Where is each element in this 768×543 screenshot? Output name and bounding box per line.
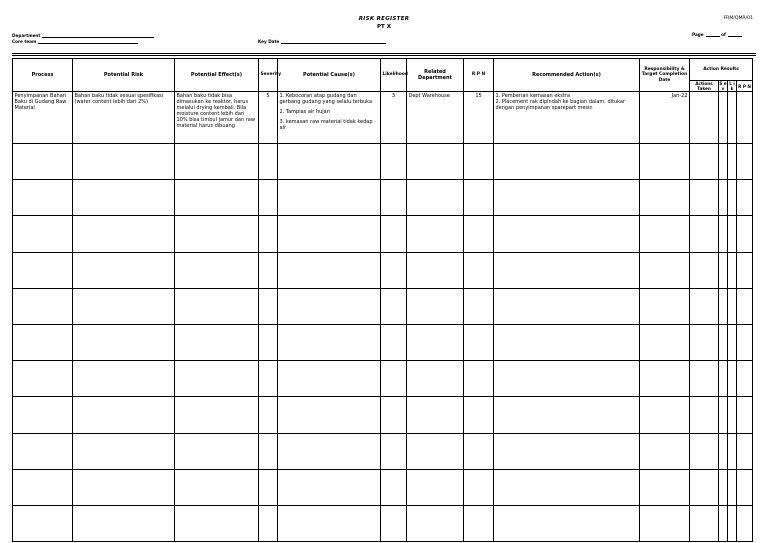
empty-cell[interactable]	[278, 325, 381, 361]
empty-cell[interactable]	[407, 433, 464, 469]
empty-cell[interactable]	[737, 180, 753, 216]
empty-cell[interactable]	[73, 252, 175, 288]
empty-cell[interactable]	[737, 144, 753, 180]
cell-actions-taken[interactable]	[690, 92, 719, 144]
empty-cell[interactable]	[737, 288, 753, 324]
empty-cell[interactable]	[737, 252, 753, 288]
empty-cell[interactable]	[464, 325, 494, 361]
empty-cell[interactable]	[690, 361, 719, 397]
empty-cell[interactable]	[494, 433, 640, 469]
cell-rpn[interactable]: 15	[464, 92, 494, 144]
empty-cell[interactable]	[690, 433, 719, 469]
empty-cell[interactable]	[73, 505, 175, 541]
empty-cell[interactable]	[719, 252, 728, 288]
col-responsibility: Responsibility & Target Completion Date	[640, 59, 690, 92]
empty-cell[interactable]	[737, 216, 753, 252]
empty-cell[interactable]	[728, 144, 737, 180]
cell-potential-risk[interactable]: Bahan baku tidak sesuai spesifikasi (water content lebih dari 2%)	[73, 92, 175, 144]
empty-cell[interactable]	[259, 288, 278, 324]
empty-cell[interactable]	[259, 397, 278, 433]
empty-cell[interactable]	[737, 433, 753, 469]
empty-cell[interactable]	[719, 469, 728, 505]
empty-cell[interactable]	[73, 361, 175, 397]
empty-cell[interactable]	[690, 325, 719, 361]
empty-cell[interactable]	[464, 469, 494, 505]
header-rule-top	[12, 53, 756, 54]
empty-cell[interactable]	[175, 361, 259, 397]
empty-cell[interactable]	[259, 433, 278, 469]
cell-responsibility[interactable]: Jan-22	[640, 92, 690, 144]
empty-cell[interactable]	[719, 361, 728, 397]
empty-cell[interactable]	[73, 433, 175, 469]
page-of-line	[728, 33, 742, 37]
cell-potential-cause[interactable]	[278, 92, 381, 144]
col-potential-cause: Potential Cause(s)	[278, 59, 381, 92]
empty-cell[interactable]	[175, 144, 259, 180]
empty-cell[interactable]	[407, 361, 464, 397]
table-row	[13, 144, 753, 180]
empty-cell[interactable]	[690, 252, 719, 288]
empty-cell[interactable]	[381, 325, 407, 361]
empty-cell[interactable]	[73, 144, 175, 180]
header-row	[13, 59, 753, 81]
empty-cell[interactable]	[407, 505, 464, 541]
empty-cell[interactable]	[640, 361, 690, 397]
table-row	[13, 433, 753, 469]
col-severity: Severity	[259, 59, 278, 92]
empty-cell[interactable]	[464, 288, 494, 324]
core-team-field[interactable]	[12, 39, 138, 44]
cell-likelihood[interactable]: 3	[381, 92, 407, 144]
page-field[interactable]	[692, 32, 742, 37]
col-potential-risk: Potential Risk	[73, 59, 175, 92]
empty-cell[interactable]	[175, 288, 259, 324]
cause-item: 3. kemasan raw material tidak kedap air	[279, 119, 373, 132]
table-row	[13, 252, 753, 288]
page-label: Page	[692, 32, 704, 37]
col-actions-taken: Actions Taken	[690, 81, 719, 92]
empty-cell[interactable]	[278, 288, 381, 324]
empty-cell[interactable]	[464, 361, 494, 397]
empty-cell[interactable]	[407, 144, 464, 180]
empty-cell[interactable]	[278, 144, 381, 180]
empty-cell[interactable]	[13, 325, 73, 361]
empty-cell[interactable]	[464, 433, 494, 469]
empty-cell[interactable]	[278, 216, 381, 252]
empty-cell[interactable]	[13, 216, 73, 252]
empty-cell[interactable]	[381, 180, 407, 216]
empty-cell[interactable]	[494, 325, 640, 361]
empty-cell[interactable]	[175, 180, 259, 216]
empty-cell[interactable]	[728, 216, 737, 252]
empty-cell[interactable]	[690, 216, 719, 252]
header-rule-bottom	[12, 55, 756, 56]
empty-cell[interactable]	[640, 216, 690, 252]
empty-cell[interactable]	[690, 505, 719, 541]
empty-cell[interactable]	[381, 144, 407, 180]
empty-cell[interactable]	[719, 505, 728, 541]
empty-cell[interactable]	[13, 288, 73, 324]
empty-cell[interactable]	[719, 325, 728, 361]
empty-cell[interactable]	[494, 361, 640, 397]
cell-recommended-action[interactable]	[494, 92, 640, 144]
empty-cell[interactable]	[494, 144, 640, 180]
empty-cell[interactable]	[737, 505, 753, 541]
empty-cell[interactable]	[690, 288, 719, 324]
cell-result-rpn[interactable]	[737, 92, 753, 144]
empty-cell[interactable]	[13, 469, 73, 505]
empty-cell[interactable]	[640, 397, 690, 433]
core-team-line	[38, 40, 138, 44]
empty-cell[interactable]	[464, 180, 494, 216]
empty-cell[interactable]	[690, 144, 719, 180]
empty-cell[interactable]	[175, 505, 259, 541]
empty-cell[interactable]	[728, 505, 737, 541]
table-row	[13, 361, 753, 397]
cell-lik[interactable]	[728, 92, 737, 144]
empty-cell[interactable]	[381, 252, 407, 288]
empty-cell[interactable]	[728, 397, 737, 433]
empty-cell[interactable]	[381, 469, 407, 505]
table-row	[13, 288, 753, 324]
empty-cell[interactable]	[719, 216, 728, 252]
col-potential-effect: Potential Effect(s)	[175, 59, 259, 92]
empty-cell[interactable]	[278, 505, 381, 541]
empty-cell[interactable]	[278, 180, 381, 216]
empty-cell[interactable]	[494, 505, 640, 541]
table-row	[13, 180, 753, 216]
empty-cell[interactable]	[175, 397, 259, 433]
empty-cell[interactable]	[381, 505, 407, 541]
empty-cell[interactable]	[640, 144, 690, 180]
empty-cell[interactable]	[73, 180, 175, 216]
empty-cell[interactable]	[407, 397, 464, 433]
empty-cell[interactable]	[278, 469, 381, 505]
empty-cell[interactable]	[494, 397, 640, 433]
col-recommended-action: Recommended Action(s)	[494, 59, 640, 92]
cause-item: 1. Kebocoran atap gudang dan gerbang gudang yang selalu terbuka	[279, 93, 373, 106]
empty-cell[interactable]	[728, 361, 737, 397]
empty-cell[interactable]	[381, 361, 407, 397]
department-field[interactable]	[12, 33, 154, 38]
doc-number: FRM/QMR/01	[723, 16, 753, 21]
empty-cell[interactable]	[259, 144, 278, 180]
col-related-department: Related Department	[407, 59, 464, 92]
empty-cell[interactable]	[640, 180, 690, 216]
page-line	[706, 33, 720, 37]
col-result-rpn: R P N	[737, 81, 753, 92]
cell-related-department[interactable]: Dept Warehouse	[407, 92, 464, 144]
department-label: Department	[12, 33, 41, 38]
empty-cell[interactable]	[407, 216, 464, 252]
empty-cell[interactable]	[259, 505, 278, 541]
empty-cell[interactable]	[719, 180, 728, 216]
department-line	[42, 34, 154, 38]
empty-cell[interactable]	[690, 397, 719, 433]
empty-cell[interactable]	[175, 216, 259, 252]
empty-cell[interactable]	[259, 252, 278, 288]
table-row	[13, 216, 753, 252]
empty-cell[interactable]	[640, 325, 690, 361]
empty-cell[interactable]	[719, 144, 728, 180]
empty-cell[interactable]	[407, 325, 464, 361]
empty-cell[interactable]	[640, 252, 690, 288]
cell-severity[interactable]: 5	[259, 92, 278, 144]
empty-cell[interactable]	[728, 433, 737, 469]
empty-cell[interactable]	[381, 397, 407, 433]
empty-cell[interactable]	[407, 288, 464, 324]
empty-cell[interactable]	[464, 144, 494, 180]
key-date-field[interactable]	[258, 39, 386, 44]
empty-cell[interactable]	[728, 325, 737, 361]
empty-cell[interactable]	[464, 252, 494, 288]
empty-cell[interactable]	[728, 252, 737, 288]
empty-cell[interactable]	[13, 252, 73, 288]
empty-cell[interactable]	[494, 252, 640, 288]
empty-cell[interactable]	[175, 469, 259, 505]
action-item: 2. Placement rak dipindah ke bagian dalam, ditukar dengan penyimpanan sparepart mesin	[495, 99, 626, 112]
empty-cell[interactable]	[259, 216, 278, 252]
col-process: Process	[13, 59, 73, 92]
empty-cell[interactable]	[381, 216, 407, 252]
col-sev: S e v	[719, 81, 727, 92]
empty-cell[interactable]	[407, 252, 464, 288]
col-lik: L i k	[729, 81, 735, 92]
key-date-line	[281, 40, 386, 44]
empty-cell[interactable]	[728, 469, 737, 505]
empty-cell[interactable]	[175, 252, 259, 288]
empty-cell[interactable]	[13, 505, 73, 541]
empty-cell[interactable]	[381, 433, 407, 469]
empty-cell[interactable]	[464, 216, 494, 252]
cell-potential-effect[interactable]: Bahan baku tidak bisa dimasukan ke reaktor, harus melalui drying kembali. Bila moisture content lebih dari 10% bisa timbul jamur dan raw material harus dibuang	[175, 92, 259, 144]
document-title: RISK REGISTER	[358, 16, 410, 22]
empty-cell[interactable]	[719, 397, 728, 433]
col-likelihood: Likelihood	[381, 59, 407, 92]
core-team-label: Core team	[12, 39, 37, 44]
empty-cell[interactable]	[464, 505, 494, 541]
empty-cell[interactable]	[494, 288, 640, 324]
empty-cell[interactable]	[728, 180, 737, 216]
empty-cell[interactable]	[278, 397, 381, 433]
empty-cell[interactable]	[73, 397, 175, 433]
risk-register-table	[12, 58, 753, 542]
action-item: 1. Pemberian kemasan ekstra	[495, 93, 570, 100]
empty-cell[interactable]	[737, 361, 753, 397]
empty-cell[interactable]	[73, 469, 175, 505]
empty-cell[interactable]	[73, 325, 175, 361]
table-row	[13, 325, 753, 361]
empty-cell[interactable]	[259, 180, 278, 216]
empty-cell[interactable]	[640, 433, 690, 469]
empty-cell[interactable]	[640, 469, 690, 505]
page-of-label: of	[721, 32, 726, 37]
empty-cell[interactable]	[690, 469, 719, 505]
empty-cell[interactable]	[640, 505, 690, 541]
table-row	[13, 397, 753, 433]
empty-cell[interactable]	[13, 361, 73, 397]
empty-cell[interactable]	[259, 325, 278, 361]
empty-cell[interactable]	[494, 469, 640, 505]
empty-cell[interactable]	[13, 433, 73, 469]
empty-cell[interactable]	[73, 216, 175, 252]
empty-cell[interactable]	[278, 252, 381, 288]
empty-cell[interactable]	[494, 180, 640, 216]
empty-cell[interactable]	[73, 288, 175, 324]
empty-cell[interactable]	[259, 361, 278, 397]
empty-cell[interactable]	[728, 288, 737, 324]
empty-cell[interactable]	[13, 144, 73, 180]
empty-cell[interactable]	[175, 325, 259, 361]
empty-cell[interactable]	[719, 433, 728, 469]
cell-sev[interactable]	[719, 92, 728, 144]
table-row	[13, 469, 753, 505]
empty-cell[interactable]	[381, 288, 407, 324]
empty-cell[interactable]	[737, 397, 753, 433]
company-name: PT X	[377, 24, 391, 30]
empty-cell[interactable]	[259, 469, 278, 505]
empty-cell[interactable]	[407, 180, 464, 216]
empty-cell[interactable]	[278, 361, 381, 397]
key-date-label: Key Date	[258, 39, 280, 44]
table-row	[13, 505, 753, 541]
empty-cell[interactable]	[737, 325, 753, 361]
empty-cell[interactable]	[690, 180, 719, 216]
cell-process[interactable]: Penyimpanan Bahan Baku di Gudang Raw Material	[13, 92, 73, 144]
col-rpn: R P N	[464, 59, 494, 92]
empty-cell[interactable]	[464, 397, 494, 433]
col-action-results: Action Results	[690, 59, 753, 81]
empty-cell[interactable]	[640, 288, 690, 324]
empty-cell[interactable]	[278, 433, 381, 469]
empty-cell[interactable]	[494, 216, 640, 252]
cause-item: 2. Tampias air hujan	[279, 109, 330, 116]
empty-cell[interactable]	[407, 469, 464, 505]
empty-cell[interactable]	[719, 288, 728, 324]
empty-cell[interactable]	[175, 433, 259, 469]
table-row	[13, 92, 753, 144]
empty-cell[interactable]	[737, 469, 753, 505]
empty-cell[interactable]	[13, 397, 73, 433]
empty-cell[interactable]	[13, 180, 73, 216]
